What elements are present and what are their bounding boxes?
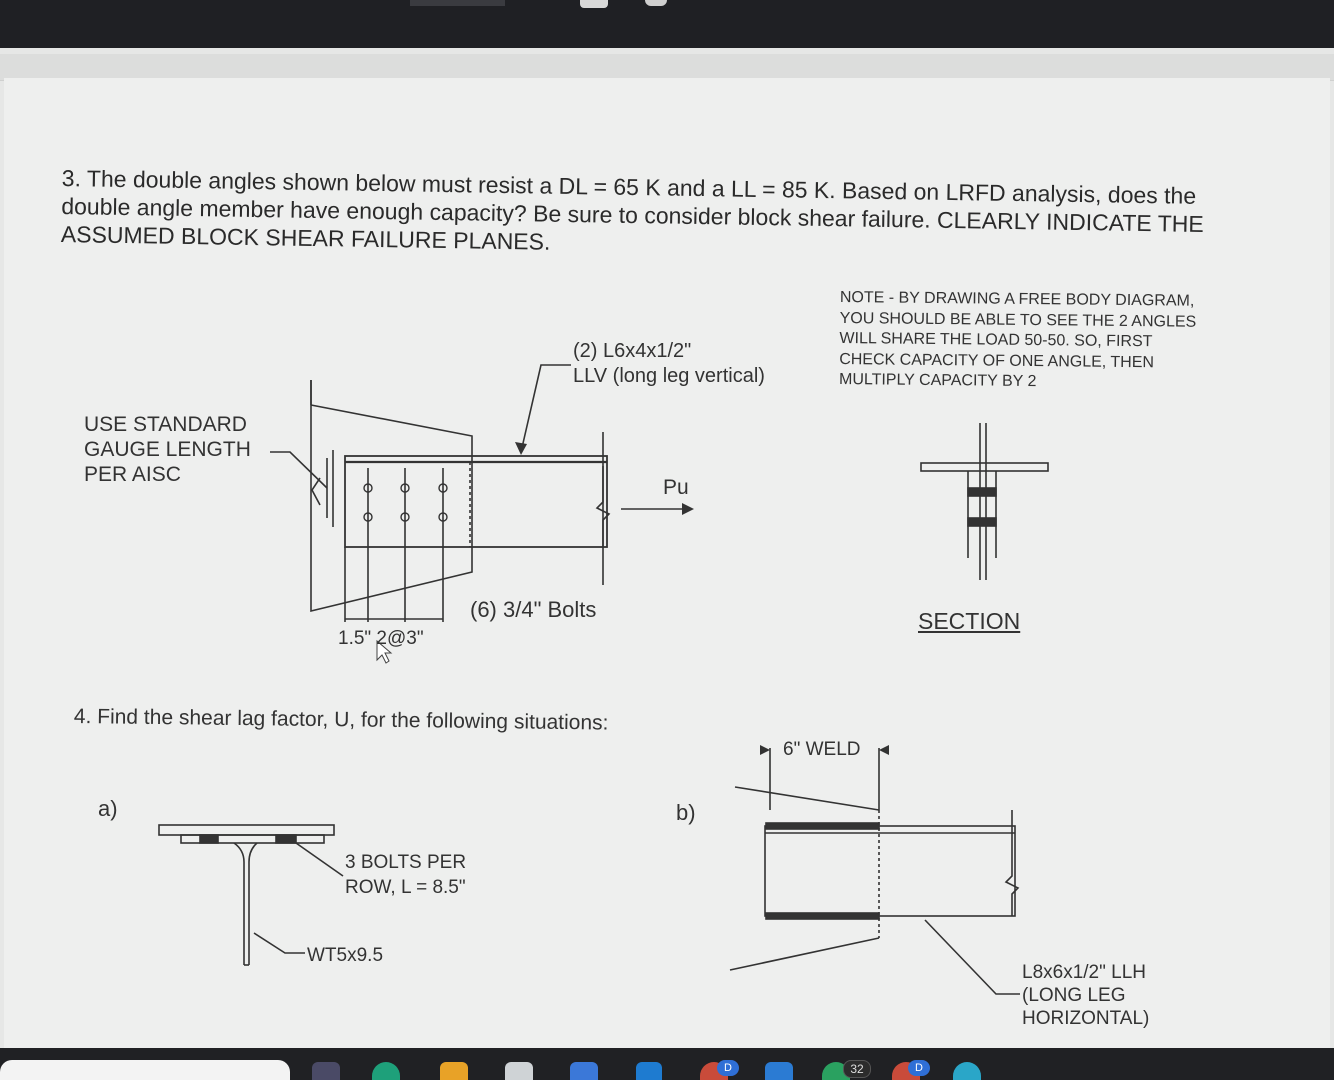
load-label: Pu <box>663 476 689 499</box>
bolts-label: (6) 3/4" Bolts <box>470 597 597 622</box>
welded-angle-member <box>765 826 1015 916</box>
word-icon[interactable] <box>765 1062 793 1080</box>
wt-member-label: WT5x9.5 <box>307 945 384 966</box>
angle-member-label: L8x6x1/2" LLH (LONG LEG HORIZONTAL) <box>1022 962 1150 1029</box>
wt-flange-plate <box>159 825 334 835</box>
app-icon[interactable] <box>953 1062 981 1080</box>
section-title: SECTION <box>918 608 1021 634</box>
profile-badge: D <box>717 1060 739 1076</box>
bolts-per-row-note: 3 BOLTS PER ROW, L = 8.5" <box>345 852 467 898</box>
weld-length-label: 6" WELD <box>783 739 861 760</box>
problem-4-text: 4. Find the shear lag factor, U, for the following situations: <box>73 705 609 735</box>
free-body-note: NOTE - BY DRAWING A FREE BODY DIAGRAM, YOU SHOULD BE ABLE TO SEE THE 2 ANGLES WILL SHARE THE LOAD 50-50. SO, FIRST CHECK CAPACITY OF ONE ANGLE, THEN MULTIPLY CAPACITY BY 2 <box>838 288 1197 391</box>
double-angle-member <box>345 456 607 547</box>
profile-badge: D <box>908 1060 930 1076</box>
problem-3-text: 3. The double angles shown below must resist a DL = 65 K and a LL = 85 K. Based on LRFD analysis, does the double angle member have enough capacity? Be sure to consider block shear failure. CLEARLY INDICATE THE ASSUMED BLOCK SHEAR FAILURE PLANES. <box>60 164 1204 255</box>
folder-icon[interactable] <box>440 1062 468 1080</box>
app-icon[interactable] <box>636 1062 662 1080</box>
pu-arrowhead <box>682 503 694 515</box>
taskbar-search[interactable] <box>0 1060 290 1080</box>
gauge-note: USE STANDARD GAUGE LENGTH PER AISC <box>84 413 251 486</box>
bolt-spacing-label: 1.5" 2@3" <box>338 628 424 649</box>
app-icon[interactable] <box>312 1062 340 1080</box>
browser-app-icon[interactable] <box>372 1062 400 1080</box>
angle-label: (2) L6x4x1/2" LLV (long leg vertical) <box>573 340 765 387</box>
mail-icon[interactable] <box>570 1062 598 1080</box>
gusset-plate <box>311 380 472 611</box>
taskbar <box>0 1048 1334 1080</box>
store-icon[interactable] <box>505 1062 533 1080</box>
part-b-label: b) <box>676 800 696 825</box>
notification-count: 32 <box>843 1060 871 1078</box>
part-a-label: a) <box>98 796 118 821</box>
leader-arrowhead <box>515 442 527 455</box>
